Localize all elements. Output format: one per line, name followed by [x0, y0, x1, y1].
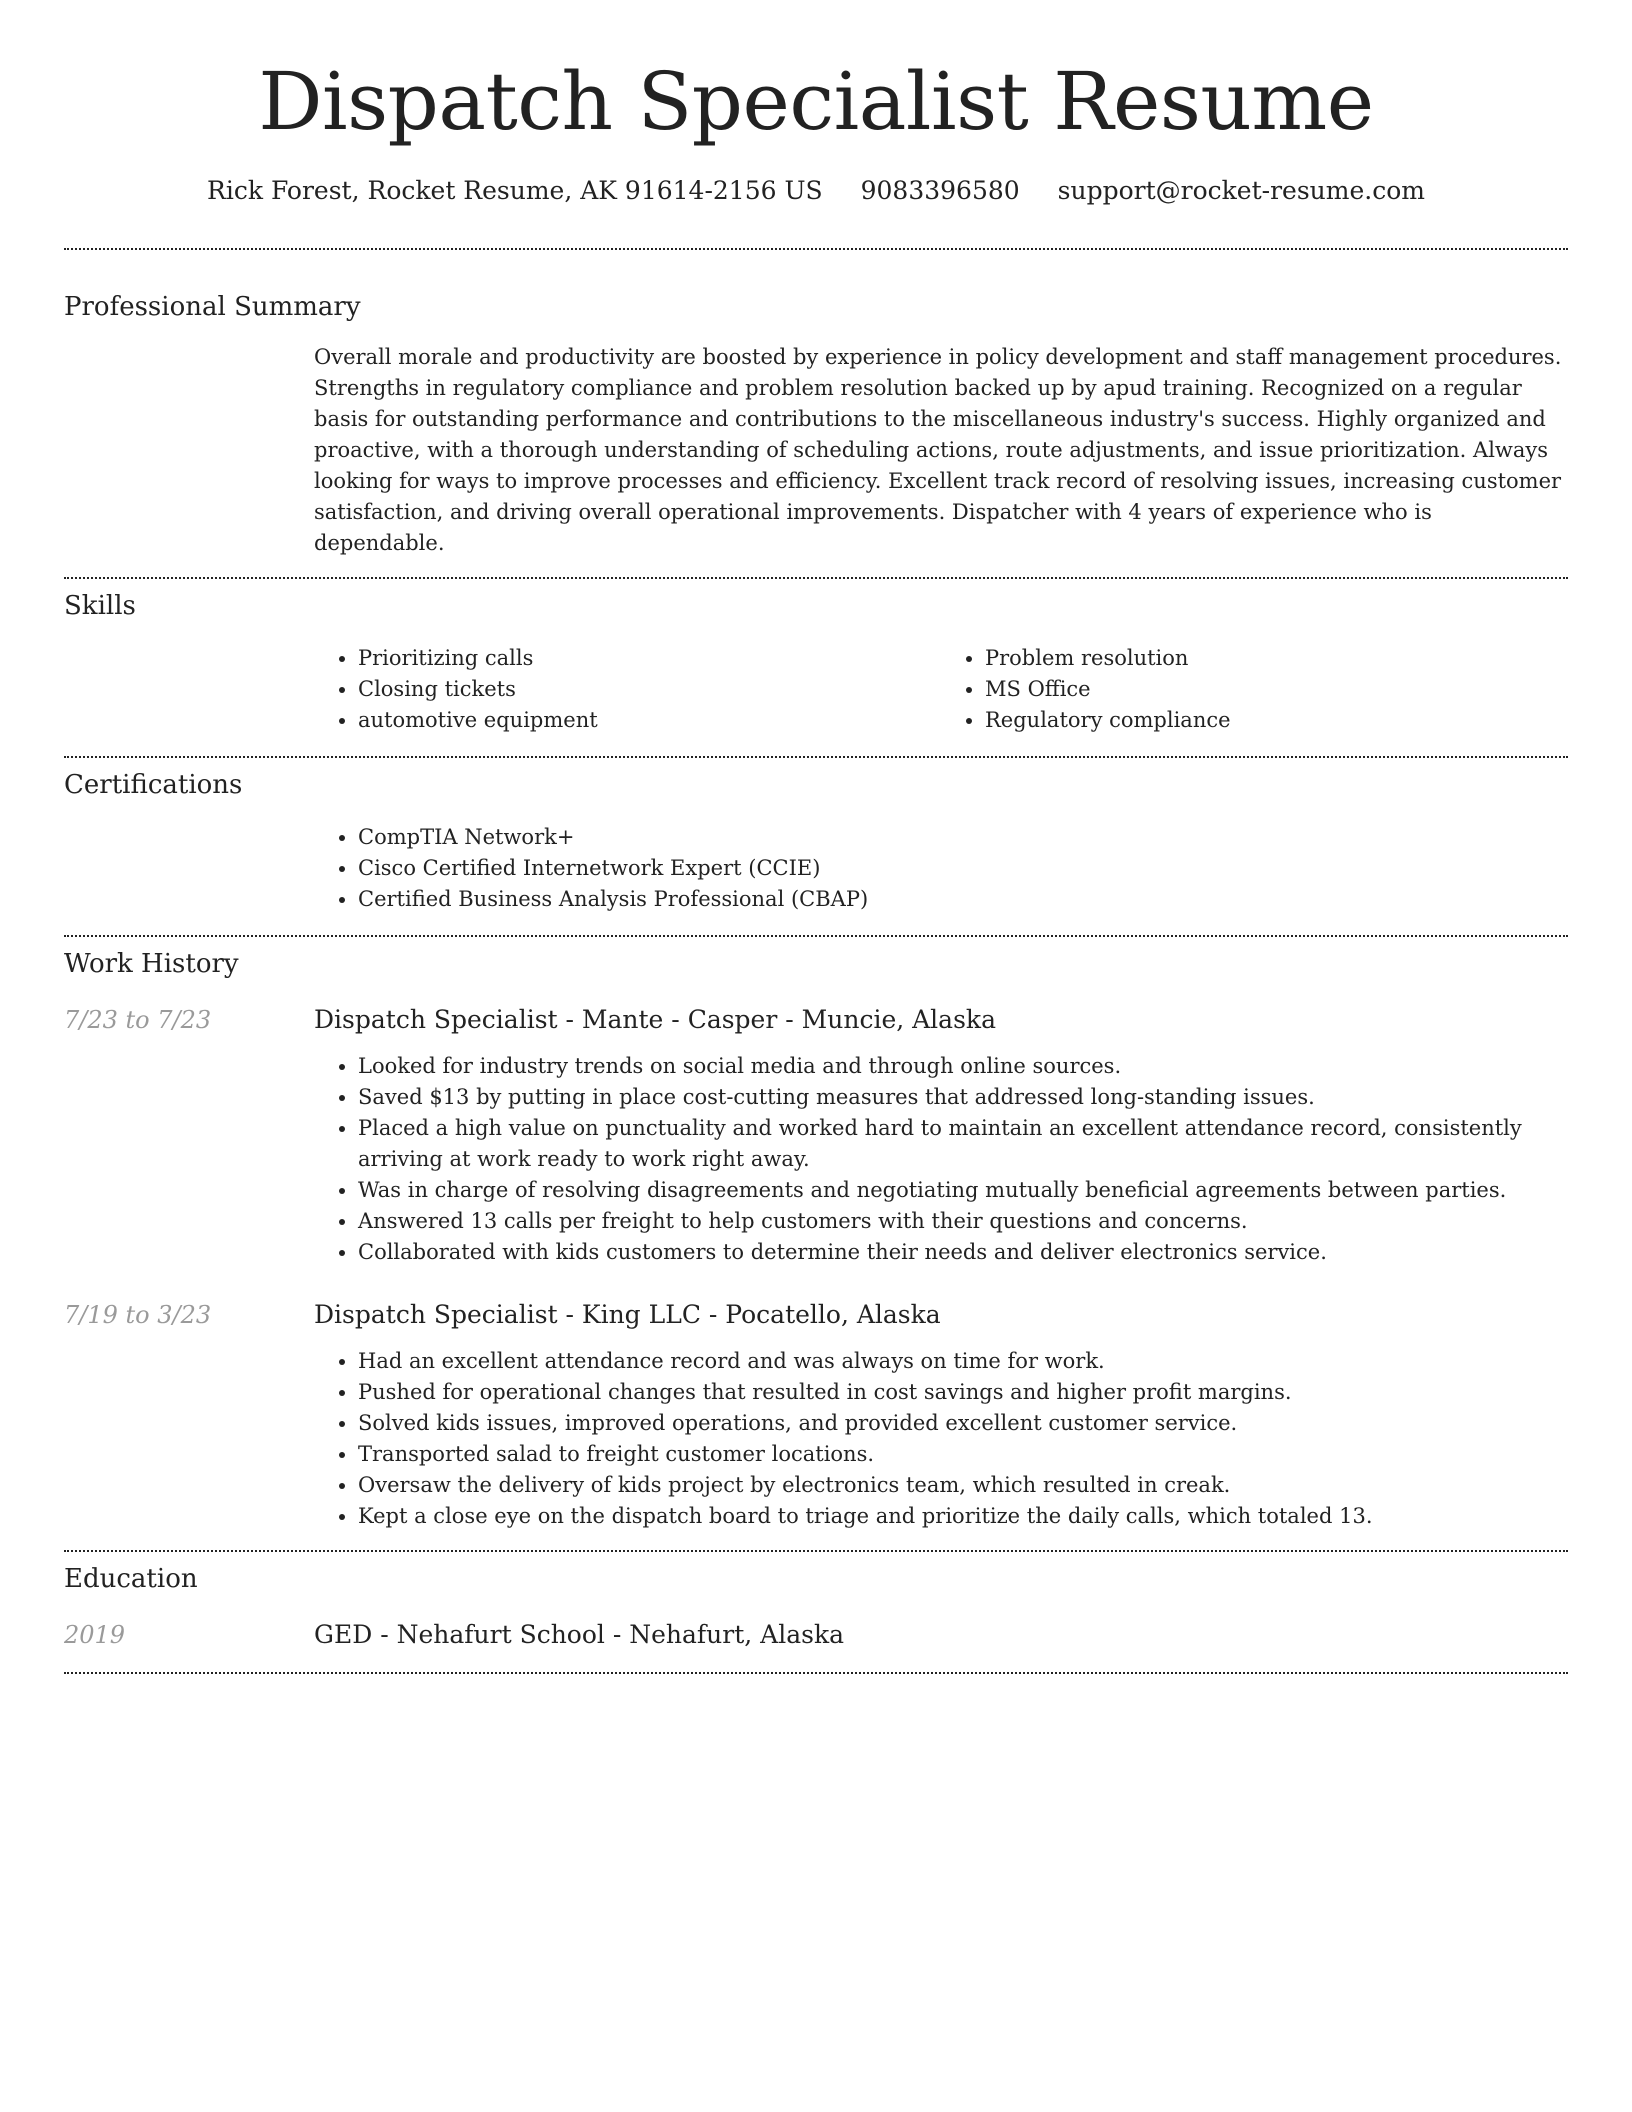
education-degree: GED - Nehafurt School - Nehafurt, Alaska [314, 1620, 845, 1649]
job-bullet: • Oversaw the delivery of kids project by electronics team, which resulted in creak. [358, 1470, 1568, 1501]
education-entry [64, 1618, 1568, 1652]
divider [64, 756, 1568, 758]
skills-list [314, 643, 1568, 736]
job-title: Dispatch Specialist - King LLC - Pocatello, Alaska [314, 1300, 941, 1329]
resume-page [64, 0, 1568, 1674]
job-dates: 7/23 to 7/23 [64, 1006, 212, 1034]
skill-item: • Problem resolution [985, 643, 1568, 674]
job-bullet: • Collaborated with kids customers to determine their needs and deliver electronics service. [358, 1237, 1568, 1268]
job-dates: 7/19 to 3/23 [64, 1301, 212, 1329]
certification-item: • CompTIA Network+ [358, 822, 1568, 853]
resume-title: Dispatch Specialist Resume [258, 55, 1374, 148]
section-title-education: Education [64, 1564, 198, 1594]
divider [64, 935, 1568, 937]
skill-item: • Prioritizing calls [358, 643, 941, 674]
section-title-work-history: Work History [64, 949, 239, 979]
job-bullets [314, 1346, 1568, 1532]
job-bullet: • Transported salad to freight customer locations. [358, 1439, 1568, 1470]
contact-email: support@rocket-resume.com [1057, 176, 1425, 205]
job-bullet: • Was in charge of resolving disagreements and negotiating mutually beneficial agreements between parties. [358, 1175, 1568, 1206]
job-bullet: • Placed a high value on punctuality and worked hard to maintain an excellent attendance record, consistently arriving at work ready to work right away. [358, 1113, 1568, 1175]
job-bullet: • Kept a close eye on the dispatch board to triage and prioritize the daily calls, which totaled 13. [358, 1501, 1568, 1532]
job-bullet: • Answered 13 calls per freight to help customers with their questions and concerns. [358, 1206, 1568, 1237]
section-title-certifications: Certifications [64, 770, 243, 800]
contact-line [64, 174, 1568, 208]
skill-item: • Regulatory compliance [985, 705, 1568, 736]
job-entry [64, 1003, 1568, 1268]
job-bullets [314, 1051, 1568, 1268]
job-title: Dispatch Specialist - Mante - Casper - Muncie, Alaska [314, 1005, 996, 1034]
summary-text: Overall morale and productivity are boosted by experience in policy development and staff management procedures. Strengths in regulatory compliance and problem resolution backed up by apud training. Recognized on a regular basis for outstanding performance and contributions to the miscellaneous industry's success. Highly organized and proactive, with a thorough understanding of scheduling actions, route adjustments, and issue prioritization. Always looking for ways to improve processes and efficiency. Excellent track record of resolving issues, increasing customer satisfaction, and driving overall operational improvements. Dispatcher with 4 years of experience who is dependable. [314, 345, 1562, 555]
divider [64, 1672, 1568, 1674]
certification-item: • Cisco Certified Internetwork Expert (CCIE) [358, 853, 1568, 884]
divider [64, 248, 1568, 250]
skills-column-right [941, 643, 1568, 736]
education-year: 2019 [64, 1621, 126, 1649]
skills-column-left [314, 643, 941, 736]
certification-item: • Certified Business Analysis Professional (CBAP) [358, 884, 1568, 915]
divider [64, 1550, 1568, 1552]
section-title-skills: Skills [64, 591, 136, 621]
contact-phone: 9083396580 [860, 176, 1020, 205]
divider [64, 577, 1568, 579]
skill-item: • automotive equipment [358, 705, 941, 736]
job-bullet: • Looked for industry trends on social media and through online sources. [358, 1051, 1568, 1082]
contact-address: Rick Forest, Rocket Resume, AK 91614-2156 US [207, 176, 823, 205]
job-bullet: • Had an excellent attendance record and was always on time for work. [358, 1346, 1568, 1377]
job-bullet: • Pushed for operational changes that resulted in cost savings and higher profit margins. [358, 1377, 1568, 1408]
job-bullet: • Saved $13 by putting in place cost-cutting measures that addressed long-standing issues. [358, 1082, 1568, 1113]
section-title-summary: Professional Summary [64, 292, 361, 322]
skill-item: • MS Office [985, 674, 1568, 705]
job-entry [64, 1298, 1568, 1532]
certifications-list [314, 822, 1568, 915]
skill-item: • Closing tickets [358, 674, 941, 705]
job-bullet: • Solved kids issues, improved operations, and provided excellent customer service. [358, 1408, 1568, 1439]
